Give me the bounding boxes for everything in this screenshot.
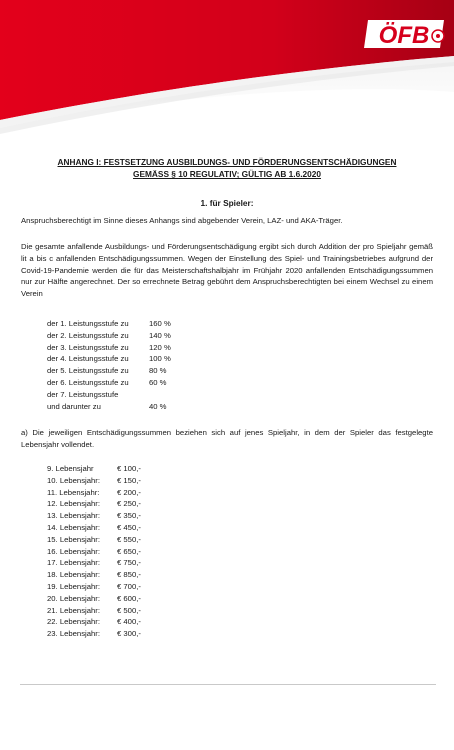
lebensjahr-amount: € 500,- — [117, 605, 141, 615]
table-row — [47, 510, 187, 522]
lebensjahr-amount: € 700,- — [117, 581, 141, 591]
logo-wordmark: ÖFB — [378, 22, 430, 49]
table-row — [47, 557, 187, 569]
stufe-label: der 5. Leistungsstufe zu — [47, 366, 129, 376]
stufe-value: 80 % — [149, 366, 167, 376]
lebensjahr-label: 17. Lebensjahr: — [47, 558, 100, 568]
lebensjahr-label: 12. Lebensjahr: — [47, 499, 100, 509]
stufe-value: 120 % — [149, 342, 171, 352]
oefb-logo — [364, 14, 448, 54]
lebensjahr-label: 19. Lebensjahr: — [47, 581, 100, 591]
stufe-label: der 6. Leistungsstufe zu — [47, 377, 129, 387]
lebensjahr-amount: € 200,- — [117, 487, 141, 497]
lebensjahre-table — [47, 463, 187, 640]
lebensjahr-amount: € 150,- — [117, 475, 141, 485]
lit-a-paragraph: a) Die jeweiligen Entschädigungssummen beziehen sich auf jenes Spieljahr, in dem der Spieler das festgelegte Lebensjahr vollendet. — [21, 428, 433, 449]
table-row — [47, 401, 207, 413]
section-heading: 1. für Spieler: — [200, 198, 254, 208]
lebensjahr-label: 11. Lebensjahr: — [47, 487, 100, 497]
lebensjahr-label: 14. Lebensjahr: — [47, 522, 100, 532]
stufe-value: 140 % — [149, 330, 171, 340]
stufe-value: 160 % — [149, 319, 171, 328]
lebensjahr-amount: € 450,- — [117, 522, 141, 532]
lebensjahr-label: 16. Lebensjahr: — [47, 546, 100, 556]
stufe-value: 100 % — [149, 354, 171, 364]
stufe-label: der 1. Leistungsstufe zu — [47, 319, 129, 328]
lebensjahr-label: 10. Lebensjahr: — [47, 475, 100, 485]
stufe-label: der 4. Leistungsstufe zu — [47, 354, 129, 364]
table-row — [47, 475, 187, 487]
table-row — [47, 463, 187, 475]
stufe-value: 40 % — [149, 401, 167, 411]
lebensjahr-amount: € 100,- — [117, 464, 141, 473]
document-title-line-2: GEMÄSS § 10 REGULATIV; GÜLTIG AB 1.6.2020 — [133, 169, 321, 179]
lebensjahr-label: 9. Lebensjahr — [47, 464, 94, 473]
table-row — [47, 593, 187, 605]
lebensjahr-label: 20. Lebensjahr: — [47, 593, 100, 603]
lebensjahr-amount: € 550,- — [117, 534, 141, 544]
leistungsstufen-table — [47, 318, 207, 412]
lebensjahr-label: 18. Lebensjahr: — [47, 570, 100, 580]
table-row — [47, 487, 187, 499]
lebensjahr-amount: € 400,- — [117, 617, 141, 627]
intro-paragraph: Anspruchsberechtigt im Sinne dieses Anhangs sind abgebender Verein, LAZ- und AKA-Träger. — [21, 216, 343, 225]
stufe-label: und darunter zu — [47, 401, 101, 411]
table-row — [47, 616, 187, 628]
lebensjahr-amount: € 750,- — [117, 558, 141, 568]
stufe-value: 60 % — [149, 377, 167, 387]
table-row — [47, 353, 207, 365]
table-row — [47, 377, 207, 389]
table-row — [47, 569, 187, 581]
table-row — [47, 365, 207, 377]
table-row — [47, 546, 187, 558]
lebensjahr-amount: € 250,- — [117, 499, 141, 509]
lebensjahr-amount: € 600,- — [117, 593, 141, 603]
main-paragraph: Die gesamte anfallende Ausbildungs- und Förderungsentschädigung ergibt sich durch Addition der pro Spieljahr gemäß lit a bis c anfallenden Entschädigungssummen. Wegen der Einstellung des Spiel- und Trainingsbetriebes aufgrund der Covid-19-Pandemie werden die für das Meisterschaftshalbjahr im Frühjahr 2020 anfallenden Entschädigungssummen nur zur Hälfte angerechnet. Der so errechnete Betrag gebührt dem Anspruchsberechtigten bei einem Wechsel zu einem Verein — [21, 242, 433, 299]
page-divider — [20, 684, 436, 685]
lebensjahr-label: 22. Lebensjahr: — [47, 617, 100, 627]
stufe-label: der 2. Leistungsstufe zu — [47, 330, 129, 340]
table-row — [47, 522, 187, 534]
lebensjahr-label: 15. Lebensjahr: — [47, 534, 100, 544]
lebensjahr-label: 13. Lebensjahr: — [47, 511, 100, 521]
table-row — [47, 605, 187, 617]
lebensjahr-label: 23. Lebensjahr: — [47, 629, 100, 639]
table-row — [47, 498, 187, 510]
stufe-label: der 3. Leistungsstufe zu — [47, 342, 129, 352]
table-row — [47, 342, 207, 354]
lebensjahr-amount: € 350,- — [117, 511, 141, 521]
table-row — [47, 534, 187, 546]
lebensjahr-label: 21. Lebensjahr: — [47, 605, 100, 615]
stufe-label: der 7. Leistungsstufe — [47, 389, 119, 399]
table-row — [47, 389, 207, 401]
lebensjahr-amount: € 650,- — [117, 546, 141, 556]
document-title-line-1: ANHANG I: FESTSETZUNG AUSBILDUNGS- UND FÖRDERUNGSENTSCHÄDIGUNGEN — [57, 157, 397, 167]
table-row — [47, 628, 187, 640]
lebensjahr-amount: € 850,- — [117, 570, 141, 580]
table-row — [47, 318, 207, 330]
table-row — [47, 330, 207, 342]
table-row — [47, 581, 187, 593]
lebensjahr-amount: € 300,- — [117, 629, 141, 639]
